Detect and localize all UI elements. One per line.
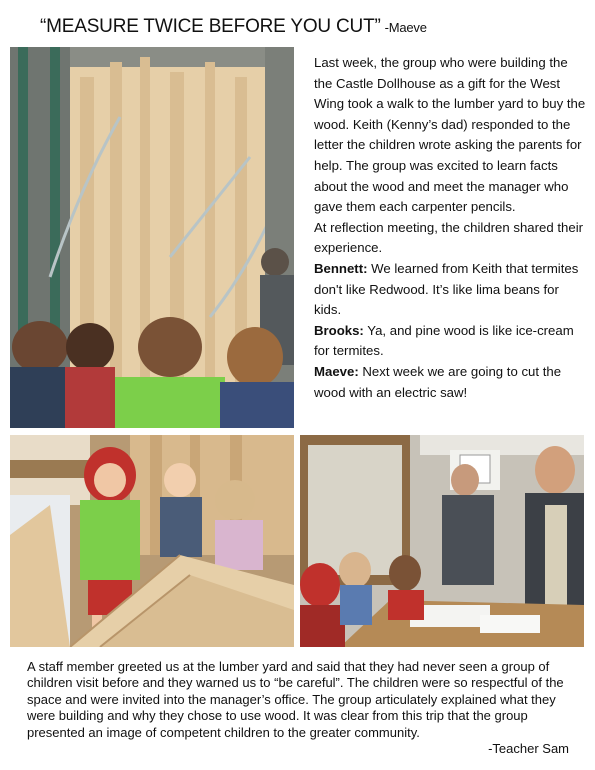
story-text	[314, 53, 586, 403]
quote-text: Ya, and pine wood is like ice-cream for termites.	[314, 322, 574, 359]
caption-text: A staff member greeted us at the lumber yard and said that they had never seen a group of children visit before and they warned us to “be careful”. The children were so respectful of the space and were invited into the manager’s office. The group articulately explained what they were building and why they chose to use wood. It was clear from this trip that the group presented an image of competent children to the greater community.	[27, 659, 564, 740]
quote-text: Next week we are going to cut the wood with an electric saw!	[314, 363, 562, 400]
photo-manager-office	[300, 435, 584, 647]
quote-speaker: Brooks:	[314, 322, 364, 338]
story-paragraph-1: Last week, the group who were building the the Castle Dollhouse as a gift for the West Wing took a walk to the lumber yard to buy the wood. Keith (Kenny’s dad) responded to the letter the children wrote asking the parents for help. The group was excited to learn facts about the wood and meet the manager who gave them each carpenter pencils.	[314, 55, 586, 215]
title-text: “MEASURE TWICE BEFORE YOU CUT”	[40, 16, 381, 37]
story-paragraph-2: At reflection meeting, the children shared their experience.	[314, 219, 584, 256]
quote-text: We learned from Keith that termites don't like Redwood. It’s like lima beans for kids.	[314, 260, 579, 318]
title-attribution: -Maeve	[384, 20, 427, 35]
quote-speaker: Maeve:	[314, 363, 359, 379]
quote-bennett	[314, 259, 586, 321]
caption-signoff: -Teacher Sam	[488, 741, 569, 757]
caption	[27, 659, 577, 757]
quote-brooks	[314, 321, 586, 362]
quote-maeve	[314, 362, 586, 403]
photo-children-with-boards	[10, 435, 294, 647]
quote-speaker: Bennett:	[314, 260, 368, 276]
page-title	[40, 16, 427, 38]
photo-lumber-rack	[10, 47, 294, 428]
